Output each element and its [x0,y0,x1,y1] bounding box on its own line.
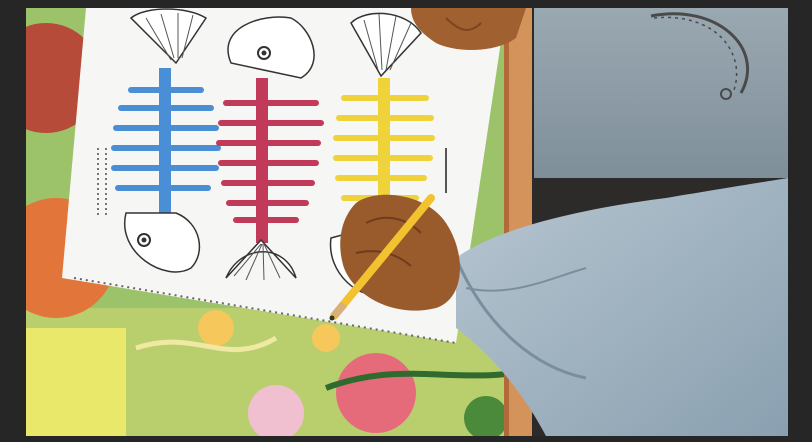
photo-illustration [26,8,788,436]
photo [26,8,788,436]
shirt [534,8,788,178]
